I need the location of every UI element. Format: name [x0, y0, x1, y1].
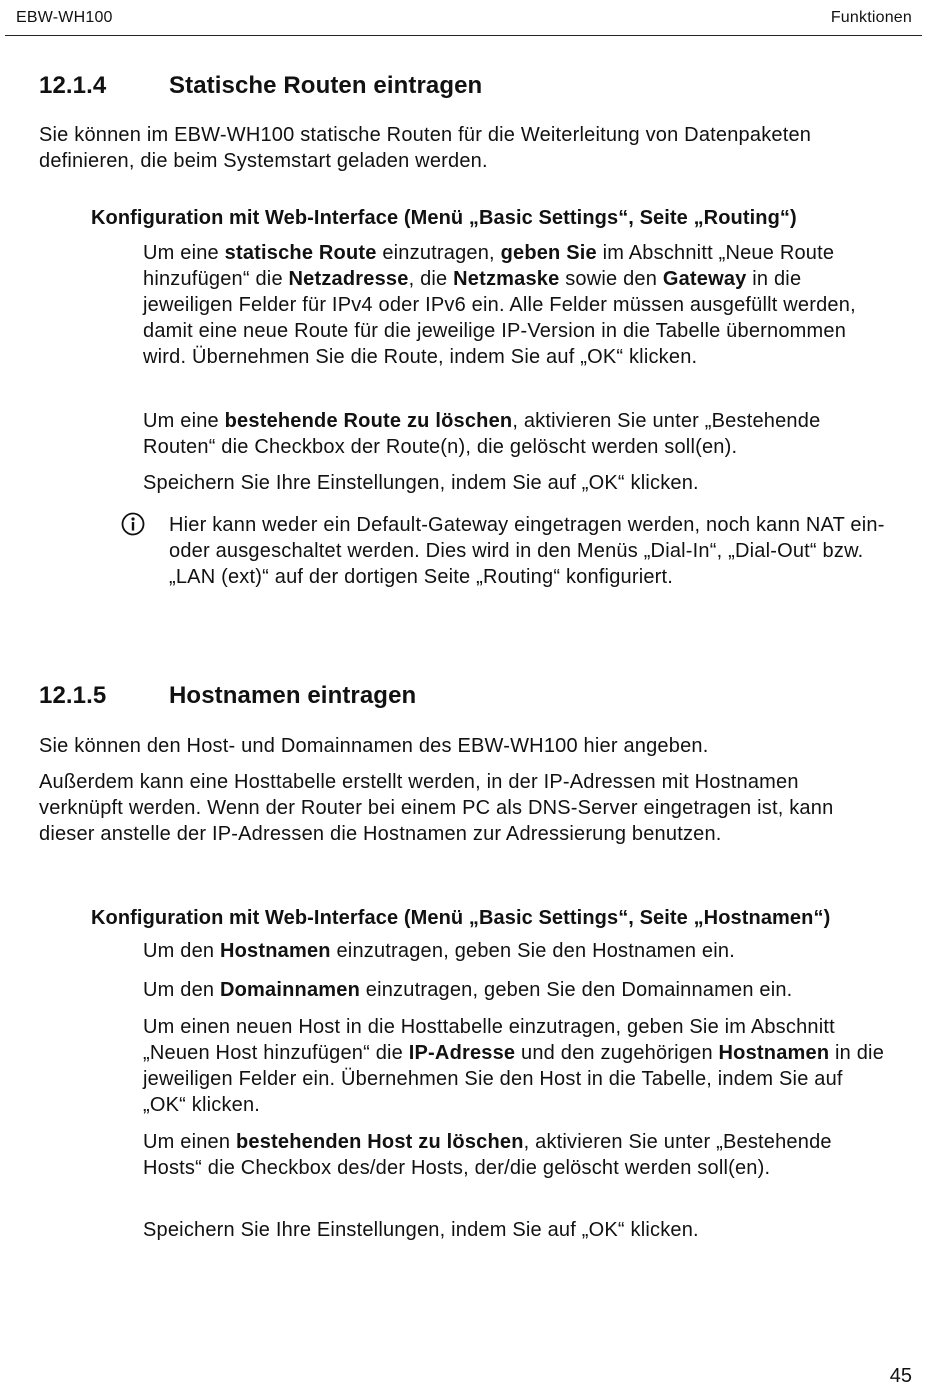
section-heading-static-routes: [39, 72, 482, 100]
paragraph-delete-route: Um eine bestehende Route zu löschen, aktivieren Sie unter „Bestehende Routen“ die Checkbox der Route(n), die gelöscht werden soll(en).: [143, 410, 821, 458]
paragraph-hostname: Um den Hostnamen einzutragen, geben Sie den Hostnamen ein.: [143, 940, 735, 962]
paragraph-delete-host: Um einen bestehenden Host zu löschen, aktivieren Sie unter „Bestehende Hosts“ die Checkbox des/der Hosts, der/die gelöscht werden soll(en).: [143, 1131, 832, 1179]
subheading-routing: Konfiguration mit Web-Interface (Menü „Basic Settings“, Seite „Routing“): [91, 207, 797, 229]
intro-paragraph-hosttable: Außerdem kann eine Hosttabelle erstellt werden, in der IP-Adressen mit Hostnamen verknüpft werden. Wenn der Router bei einem PC als DNS-Server eingetragen ist, kann dieser anstelle der IP-Adressen die Hostnamen zur Adressierung benutzen.: [39, 771, 834, 845]
header-product: EBW-WH100: [16, 9, 113, 26]
section-number: 12.1.5: [39, 682, 107, 709]
info-icon: [121, 512, 145, 536]
paragraph-save-hosts: Speichern Sie Ihre Einstellungen, indem Sie auf „OK“ klicken.: [143, 1219, 699, 1241]
paragraph-add-host: Um einen neuen Host in die Hosttabelle einzutragen, geben Sie im Abschnitt „Neuen Host hinzufügen“ die IP-Adresse und den zugehörigen Hostnamen in die jeweiligen Felder ein. Übernehmen Sie den Host in die Tabelle, indem Sie auf „OK“ klicken.: [143, 1016, 885, 1116]
section-number: 12.1.4: [39, 72, 107, 99]
page-number: 45: [889, 1365, 912, 1387]
subheading-hostnames: Konfiguration mit Web-Interface (Menü „Basic Settings“, Seite „Hostnamen“): [91, 907, 831, 929]
section-heading-hostnames: [39, 682, 416, 710]
note-text: Hier kann weder ein Default-Gateway eingetragen werden, noch kann NAT ein- oder ausgeschaltet werden. Dies wird in den Menüs „Dial-In“, „Dial-Out“ bzw. „LAN (ext)“ auf der dortigen Seite „Routing“ konfiguriert.: [169, 514, 885, 588]
paragraph-domainname: Um den Domainnamen einzutragen, geben Sie den Domainnamen ein.: [143, 979, 793, 1001]
section-title: Statische Routen eintragen: [169, 72, 483, 99]
paragraph-add-route: Um eine statische Route einzutragen, geben Sie im Abschnitt „Neue Route hinzufügen“ die Netzadresse, die Netzmaske sowie den Gateway in die jeweiligen Felder für IPv4 oder IPv6 ein. Alle Felder müssen ausgefüllt werden, damit eine neue Route für die jeweilige IP-Version in die Tabelle übernommen wird. Übernehmen Sie die Route, indem Sie auf „OK“ klicken.: [143, 242, 856, 368]
header-chapter: Funktionen: [830, 9, 912, 26]
intro-paragraph: Sie können den Host- und Domainnamen des EBW-WH100 hier angeben.: [39, 735, 709, 757]
section-title: Hostnamen eintragen: [169, 682, 417, 709]
paragraph-save-routes: Speichern Sie Ihre Einstellungen, indem Sie auf „OK“ klicken.: [143, 472, 699, 494]
header-divider: [5, 35, 922, 36]
intro-paragraph: Sie können im EBW-WH100 statische Routen für die Weiterleitung von Datenpaketen definieren, die beim Systemstart geladen werden.: [39, 124, 812, 172]
